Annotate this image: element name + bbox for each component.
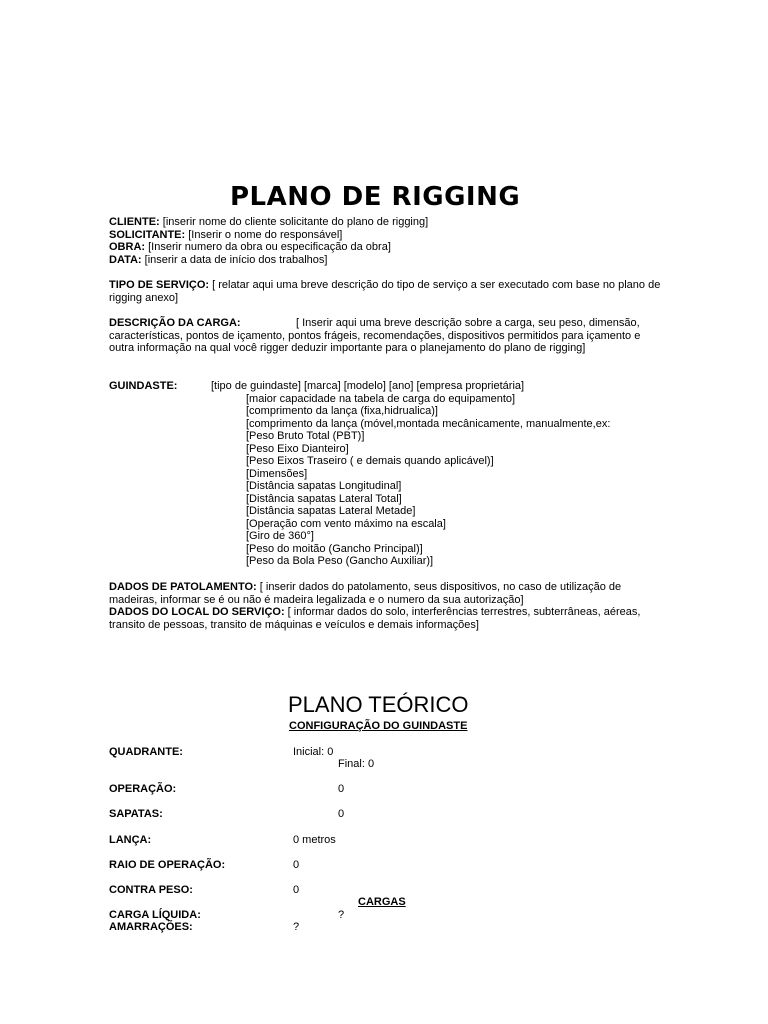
guindaste-line: [Peso Eixos Traseiro ( e demais quando aplicável)]: [246, 455, 494, 467]
patolamento-label: DADOS DE PATOLAMENTO:: [109, 581, 257, 593]
field-solicitante-value: [Inserir o nome do responsável]: [185, 228, 343, 241]
amarracoes-label: AMARRAÇÕES:: [109, 921, 193, 933]
local-servico-value: [ informar dados do solo, interferências terrestres, subterrâneas, aéreas, transito de pessoas, transito de máquinas e veículos e demais informações]: [109, 606, 641, 631]
descricao-carga-paragraph: [109, 317, 661, 355]
guindaste-line: [Operação com vento máximo na escala]: [246, 517, 446, 530]
tipo-servico-value: [ relatar aqui uma breve descrição do tipo de serviço a ser executado com base no plano de rigging anexo]: [109, 279, 661, 304]
guindaste-first-line: [tipo de guindaste] [marca] [modelo] [ano] [empresa proprietária]: [211, 380, 525, 392]
field-data-value: [inserir a data de início dos trabalhos]: [141, 253, 328, 266]
guindaste-line: [comprimento da lança (fixa,hidrualica)]: [246, 405, 438, 417]
patolamento-value: [ inserir dados do patolamento, seus dispositivos, no caso de utilização de madeiras, informar se é ou não é madeira legalizada e o numero da sua autorização]: [109, 581, 622, 606]
raio-value: 0: [293, 859, 300, 871]
quadrante-label: QUADRANTE:: [109, 746, 183, 758]
guindaste-line: [Peso do moitão (Gancho Principal)]: [246, 542, 423, 555]
operacao-label: OPERAÇÃO:: [109, 783, 177, 795]
carga-liquida-value: ?: [338, 909, 345, 921]
field-data: [109, 254, 327, 267]
guindaste-label: GUINDASTE:: [109, 380, 178, 392]
guindaste-line: [Dimensões]: [246, 467, 308, 480]
tipo-servico-label: TIPO DE SERVIÇO:: [109, 279, 210, 291]
guindaste-line: [Distância sapatas Longitudinal]: [246, 480, 402, 492]
lanca-value: 0 metros: [293, 834, 336, 846]
operacao-value: 0: [338, 783, 345, 795]
raio-label: RAIO DE OPERAÇÃO:: [109, 859, 226, 871]
plano-teorico-title: PLANO TEÓRICO: [288, 692, 469, 717]
field-obra-label: OBRA:: [109, 241, 146, 253]
guindaste-line: [Giro de 360°]: [246, 530, 314, 542]
local-servico-paragraph: [109, 606, 661, 631]
field-obra: [109, 241, 391, 254]
descricao-carga-value: [ Inserir aqui uma breve descrição sobre a carga, seu peso, dimensão, características, pontos de içamento, pontos frágeis, recomendações, dispositivos permitidos para içamento e outra informação na qual você rigger deduzir importante para o planejamento do plano de rigging]: [109, 317, 641, 354]
guindaste-line: [Peso da Bola Peso (Gancho Auxiliar)]: [246, 555, 434, 567]
guindaste-line: [maior capacidade na tabela de carga do equipamento]: [246, 392, 516, 405]
cargas-heading: CARGAS: [358, 896, 406, 908]
configuracao-heading: CONFIGURAÇÃO DO GUINDASTE: [289, 720, 468, 732]
guindaste-line: [Distância sapatas Lateral Metade]: [246, 505, 416, 517]
field-cliente-label: CLIENTE:: [109, 216, 160, 228]
sapatas-value: 0: [338, 808, 345, 820]
sapatas-label: SAPATAS:: [109, 808, 163, 820]
guindaste-line: [Peso Bruto Total (PBT)]: [246, 430, 365, 442]
contra-peso-value: 0: [293, 884, 300, 896]
guindaste-line: [comprimento da lança (móvel,montada mecânicamente, manualmente,ex:: [246, 417, 611, 430]
descricao-carga-label: DESCRIÇÃO DA CARGA:: [109, 317, 241, 329]
quadrante-inicial: Inicial: 0: [293, 746, 334, 758]
guindaste-line: [Peso Eixo Dianteiro]: [246, 442, 349, 455]
field-solicitante: [109, 229, 342, 242]
amarracoes-value: ?: [293, 921, 300, 933]
document-title: PLANO DE RIGGING: [230, 182, 521, 212]
field-data-label: DATA:: [109, 253, 142, 266]
field-obra-value: [Inserir numero da obra ou especificação da obra]: [145, 241, 391, 253]
tipo-servico-paragraph: [109, 279, 661, 304]
lanca-label: LANÇA:: [109, 834, 152, 846]
local-servico-label: DADOS DO LOCAL DO SERVIÇO:: [109, 606, 285, 618]
guindaste-line: [Distância sapatas Lateral Total]: [246, 492, 402, 505]
contra-peso-label: CONTRA PESO:: [109, 884, 193, 896]
carga-liquida-label: CARGA LÍQUIDA:: [109, 909, 201, 921]
field-cliente: [109, 216, 428, 229]
field-solicitante-label: SOLICITANTE:: [109, 228, 186, 241]
quadrante-final: Final: 0: [338, 758, 375, 770]
field-cliente-value: [inserir nome do cliente solicitante do plano de rigging]: [159, 216, 429, 228]
patolamento-paragraph: [109, 581, 661, 606]
